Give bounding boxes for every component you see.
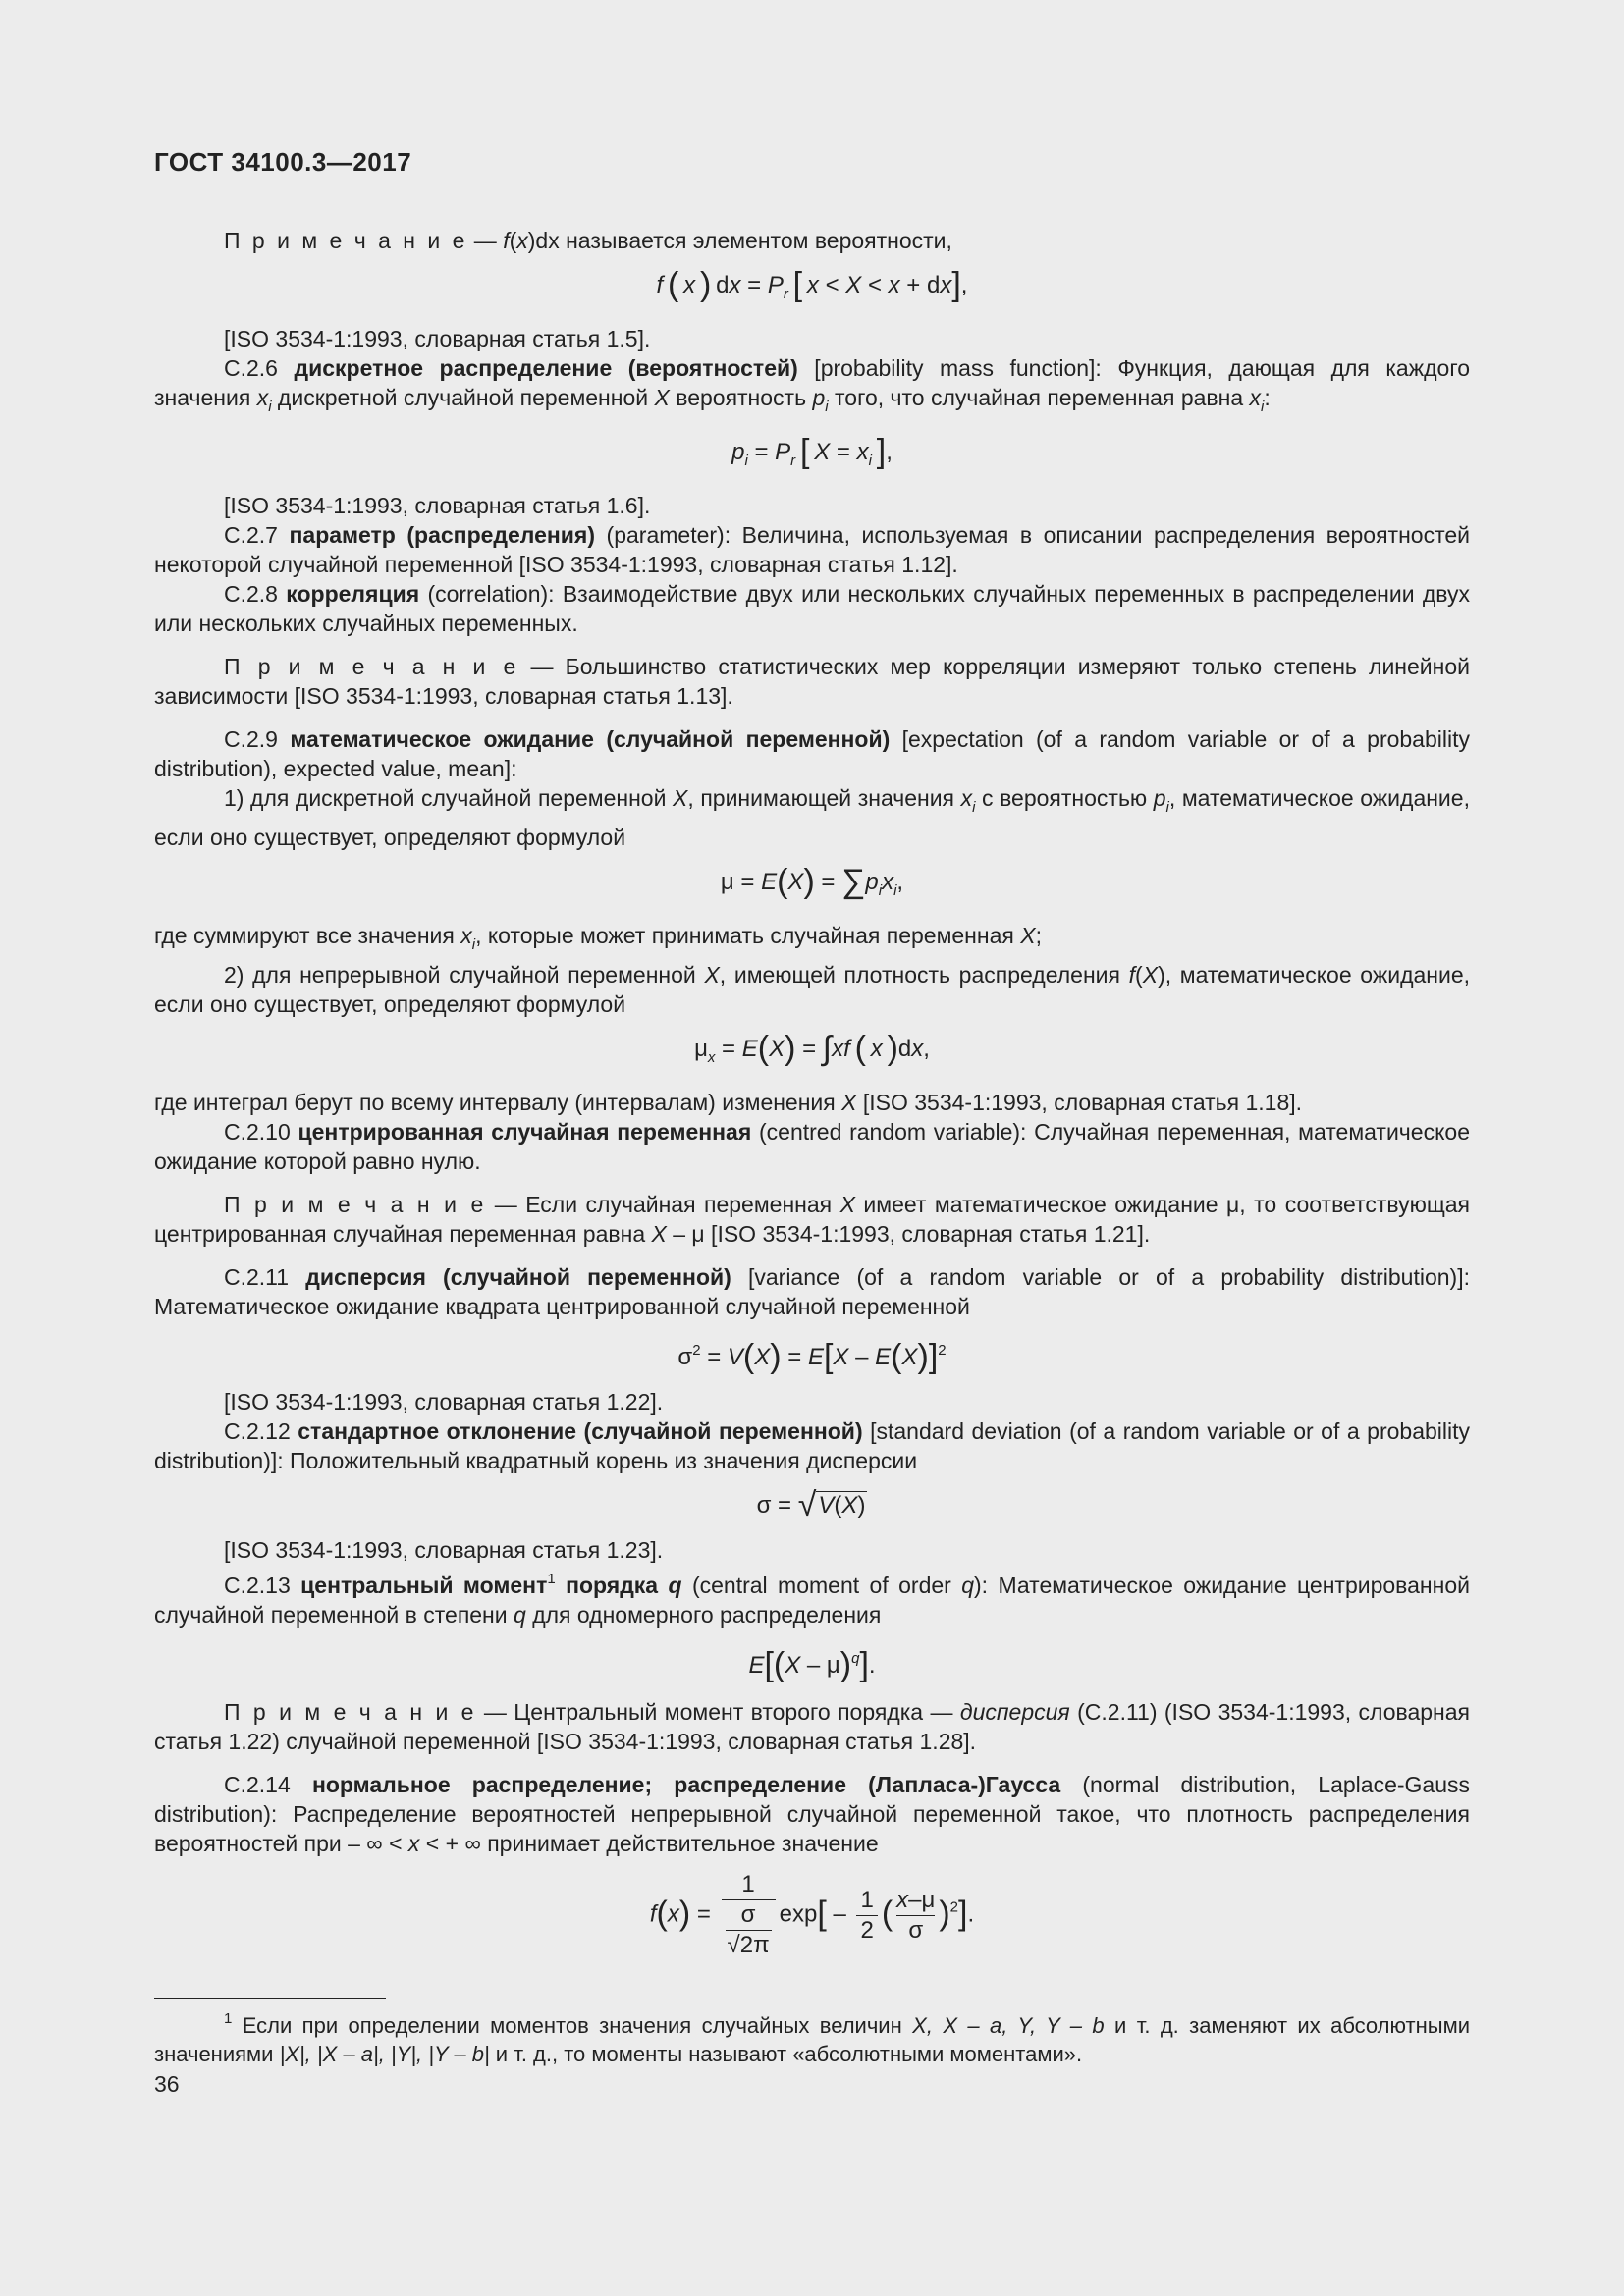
expectation-continuous: 2) для непрерывной случайной переменной X, имеющей плотность распределения f(X), математическое ожидание, если оно существует, определяют формулой xyxy=(154,962,1471,1017)
section-c-2-13: C.2.13 центральный момент$^1$ порядка q (central moment of order q): Математическое ожидание центрированной случайной переменной в степени q для одномерного распределения xyxy=(154,1571,1470,1628)
note-correlation: П р и м е ч а н и е — Большинство статистических мер корреляции измеряют только степень линейной зависимости [ISO 3534-1:1993, словарная статья 1.13]. xyxy=(154,654,1470,709)
section-c-2-8: C.2.8 корреляция (correlation): Взаимодействие двух или нескольких случайных переменных в распределении двух или нескольких случайных переменных. xyxy=(154,581,1470,636)
section-c-2-6: C.2.6 дискретное распределение (вероятностей) [probability mass function]: Функция, дающая для каждого значения $x_i$ дискретной случайной переменной X вероятность $p_i$ того, что случайная переменная равна $x_i$: xyxy=(154,355,1470,415)
formula-variance: $\sigma^2 = V(X) = E[X - E(X)]^2$ xyxy=(677,1338,947,1375)
document-header: ГОСТ 34100.3—2017 xyxy=(154,147,412,177)
section-c-2-9: C.2.9 математическое ожидание (случайной переменной) [expectation (of a random variable or of a probability distribution), expected value, mean]: xyxy=(154,726,1470,781)
section-c-2-14: C.2.14 нормальное распределение; распределение (Лапласа-)Гаусса (normal distribution, Laplace-Gauss distribution): Распределение вероятностей непрерывной случайной переменной такое, что плотность распределения вероятностей при – ∞ < x < + ∞ принимает действительное значение xyxy=(154,1772,1471,1856)
section-c-2-12: C.2.12 стандартное отклонение (случайной переменной) [standard deviation (of a random variable or of a probability distribution)]: Положительный квадратный корень из значения дисперсии xyxy=(154,1418,1470,1473)
footnote: $^1$ Если при определении моментов значения случайных величин X, X – a, Y, Y – b и т. д. заменяют их абсолютными значениями |X|, |X – a|, |Y|, |Y – b| и т. д., то моменты называют «абсолютными моментами». xyxy=(154,2010,1470,2066)
expectation-discrete: 1) для дискретной случайной переменной X, принимающей значения $x_i$ с вероятностью $p_i$, математическое ожидание, если оно существует, определяют формулой xyxy=(154,785,1470,850)
formula-central-moment: E[(X – μ)$^q$]. xyxy=(748,1646,876,1683)
formula-normal-density: f(x) = 1 σ √2π exp[ – $\frac{1}{2}$ ( $\frac{x-\mu}{\sigma}$ )$^2$]. xyxy=(649,1871,975,1958)
footnote-divider xyxy=(154,1998,386,1999)
note-central-moment: П р и м е ч а н и е — Центральный момент второго порядка — дисперсия (C.2.11) (ISO 3534-1:1993, словарная статья 1.22) случайной переменной [ISO 3534-1:1993, словарная статья 1.28]. xyxy=(154,1699,1470,1754)
page-number: 36 xyxy=(154,2071,180,2097)
formula-expectation-continuous: $\mu_x = E(X) = \int xf$ ( x )dx, xyxy=(694,1030,930,1067)
reference-1-6: [ISO 3534-1:1993, словарная статья 1.6]. xyxy=(224,493,651,518)
note-element-probability: П р и м е ч а н и е — f(x)dx называется элементом вероятности, xyxy=(224,228,952,253)
page-content xyxy=(154,226,1470,1972)
reference-1-22: [ISO 3534-1:1993, словарная статья 1.22]. xyxy=(224,1389,664,1415)
formula-probability-element: f ( x ) dx = $P_r$ [ x < X < x + dx], xyxy=(656,266,968,303)
section-c-2-10: C.2.10 центрированная случайная переменная (centred random variable): Случайная переменная, математическое ожидание которой равно нулю. xyxy=(154,1119,1470,1174)
section-c-2-11: C.2.11 дисперсия (случайной переменной) [variance (of a random variable or of a probability distribution)]: Математическое ожидание квадрата центрированной случайной переменной xyxy=(154,1264,1470,1319)
formula-expectation-discrete: $\mu = E(X) = \sum p_ix_i$, xyxy=(720,863,904,900)
expectation-discrete-after: где суммируют все значения $x_i$, которые может принимать случайная переменная X; xyxy=(154,923,1042,953)
formula-pmf: $p_i = P_r$ [ $X = x_i$ ], xyxy=(731,433,893,470)
note-centred: П р и м е ч а н и е — Если случайная переменная X имеет математическое ожидание μ, то соответствующая центрированная случайная переменная равна X – μ [ISO 3534-1:1993, словарная статья 1.21]. xyxy=(154,1192,1471,1247)
reference-1-5: [ISO 3534-1:1993, словарная статья 1.5]. xyxy=(224,326,651,351)
section-c-2-7: C.2.7 параметр (распределения) (parameter): Величина, используемая в описании распределения вероятностей некоторой случайной переменной [ISO 3534-1:1993, словарная статья 1.12]. xyxy=(154,522,1470,577)
reference-1-23: [ISO 3534-1:1993, словарная статья 1.23]. xyxy=(224,1537,664,1563)
expectation-continuous-after: где интеграл берут по всему интервалу (интервалам) изменения X [ISO 3534-1:1993, словарная статья 1.18]. xyxy=(154,1090,1303,1115)
formula-std-dev: σ = √V(X) xyxy=(756,1486,866,1523)
